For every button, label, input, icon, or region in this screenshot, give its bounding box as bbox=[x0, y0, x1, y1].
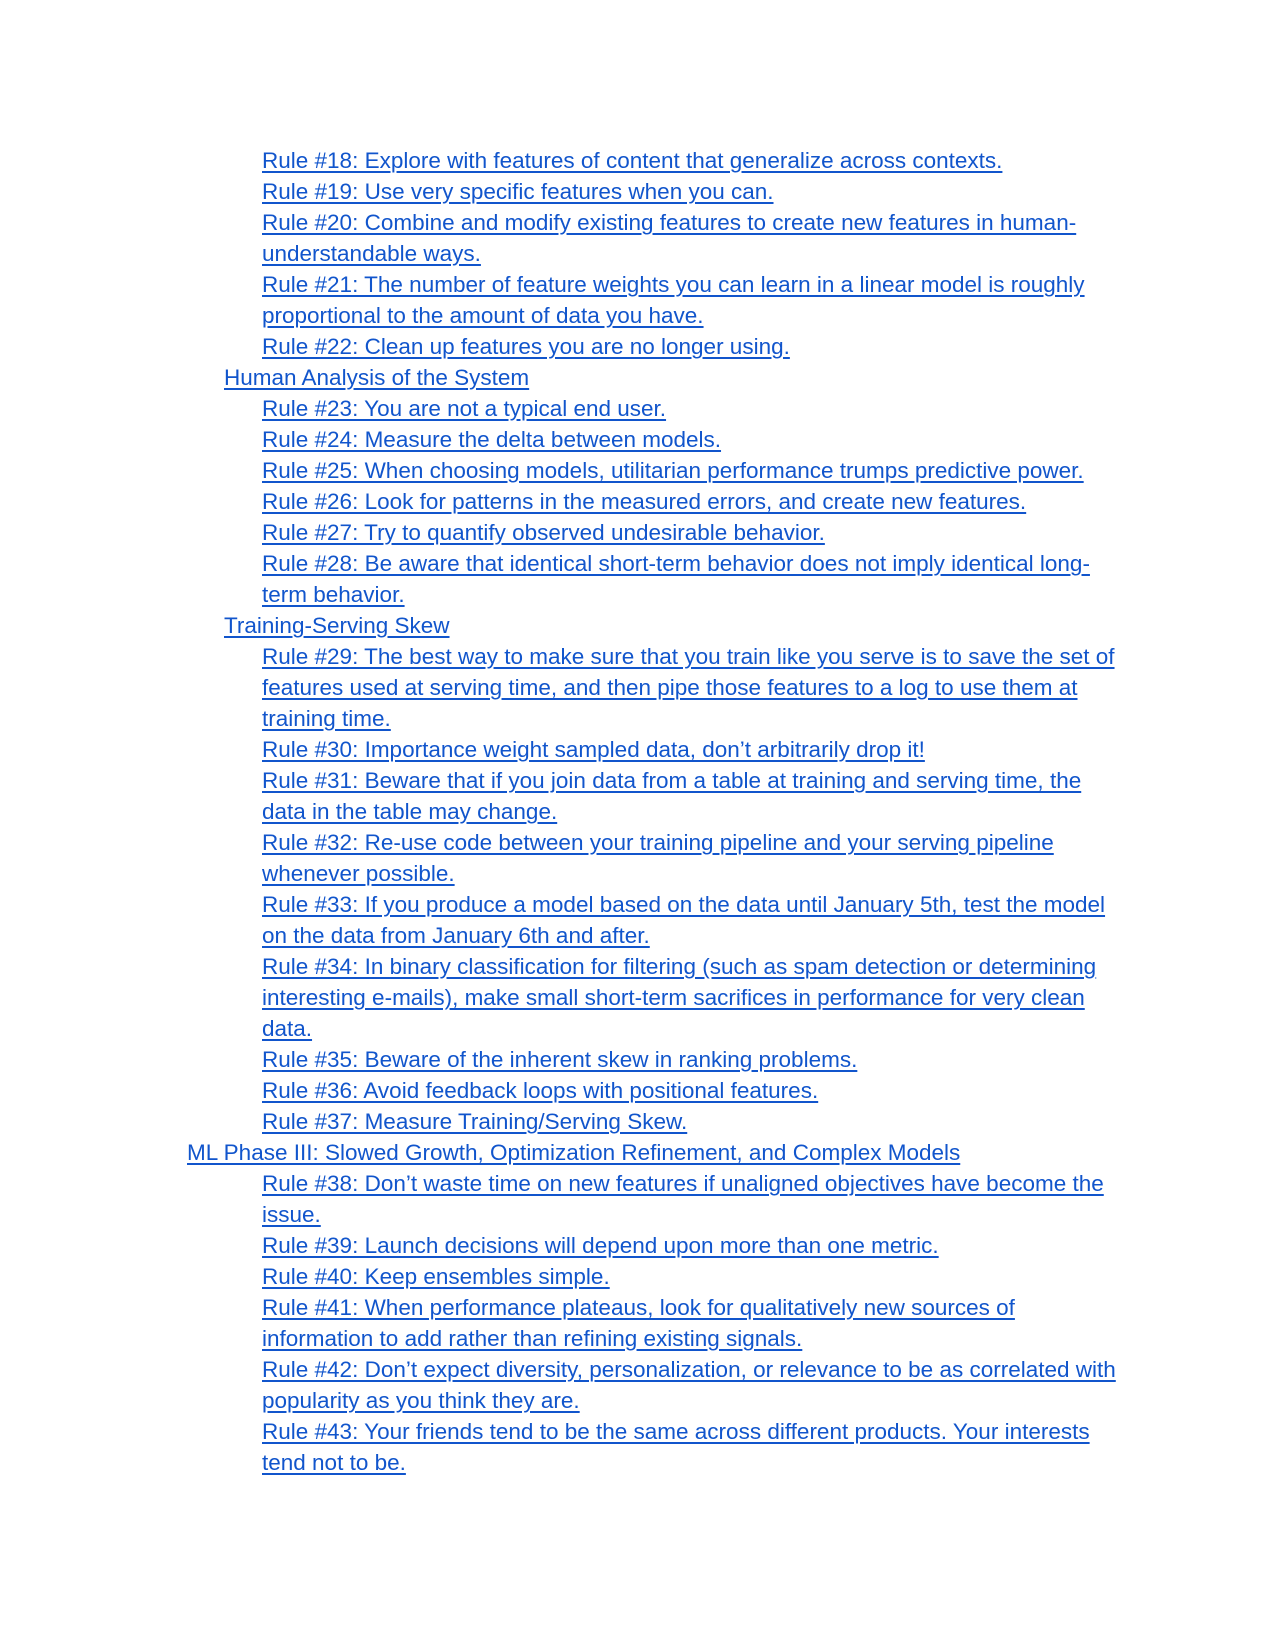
toc-link-rule-28[interactable]: Rule #28: Be aware that identical short-term behavior does not imply identical long-term behavior. bbox=[262, 551, 1090, 607]
toc-link-rule-38[interactable]: Rule #38: Don’t waste time on new features if unaligned objectives have become the issue. bbox=[262, 1171, 1104, 1227]
table-of-contents bbox=[0, 145, 1275, 1478]
toc-link-rule-21[interactable]: Rule #21: The number of feature weights you can learn in a linear model is roughly proportional to the amount of data you have. bbox=[262, 272, 1085, 328]
toc-link-rule-30[interactable]: Rule #30: Importance weight sampled data, don’t arbitrarily drop it! bbox=[262, 737, 925, 762]
toc-link-rule-39[interactable]: Rule #39: Launch decisions will depend upon more than one metric. bbox=[262, 1233, 939, 1258]
toc-link-rule-36[interactable]: Rule #36: Avoid feedback loops with positional features. bbox=[262, 1078, 819, 1103]
toc-link-rule-23[interactable]: Rule #23: You are not a typical end user. bbox=[262, 396, 667, 421]
toc-link-rule-43[interactable]: Rule #43: Your friends tend to be the same across different products. Your interests tend not to be. bbox=[262, 1419, 1090, 1475]
toc-link-rule-42[interactable]: Rule #42: Don’t expect diversity, personalization, or relevance to be as correlated with popularity as you think they are. bbox=[262, 1357, 1116, 1413]
toc-link-rule-22[interactable]: Rule #22: Clean up features you are no longer using. bbox=[262, 334, 790, 359]
toc-link-rule-20[interactable]: Rule #20: Combine and modify existing features to create new features in human-understandable ways. bbox=[262, 210, 1077, 266]
toc-link-rule-34[interactable]: Rule #34: In binary classification for filtering (such as spam detection or determining interesting e-mails), make small short-term sacrifices in performance for very clean data. bbox=[262, 954, 1097, 1041]
toc-link-human-analysis-section[interactable]: Human Analysis of the System bbox=[224, 365, 530, 390]
toc-link-rule-32[interactable]: Rule #32: Re-use code between your training pipeline and your serving pipeline whenever possible. bbox=[262, 830, 1054, 886]
toc-link-rule-19[interactable]: Rule #19: Use very specific features when you can. bbox=[262, 179, 774, 204]
toc-link-rule-35[interactable]: Rule #35: Beware of the inherent skew in ranking problems. bbox=[262, 1047, 858, 1072]
toc-link-rule-18[interactable]: Rule #18: Explore with features of content that generalize across contexts. bbox=[262, 148, 1003, 173]
toc-link-rule-33[interactable]: Rule #33: If you produce a model based on the data until January 5th, test the model on the data from January 6th and after. bbox=[262, 892, 1106, 948]
toc-link-rule-31[interactable]: Rule #31: Beware that if you join data from a table at training and serving time, the data in the table may change. bbox=[262, 768, 1082, 824]
toc-link-rule-41[interactable]: Rule #41: When performance plateaus, look for qualitatively new sources of information to add rather than refining existing signals. bbox=[262, 1295, 1015, 1351]
toc-link-rule-25[interactable]: Rule #25: When choosing models, utilitarian performance trumps predictive power. bbox=[262, 458, 1084, 483]
toc-link-training-serving-skew-section[interactable]: Training-Serving Skew bbox=[224, 613, 450, 638]
toc-link-ml-phase-iii-section[interactable]: ML Phase III: Slowed Growth, Optimization Refinement, and Complex Models bbox=[187, 1140, 961, 1165]
toc-link-rule-27[interactable]: Rule #27: Try to quantify observed undesirable behavior. bbox=[262, 520, 825, 545]
toc-link-rule-37[interactable]: Rule #37: Measure Training/Serving Skew. bbox=[262, 1109, 688, 1134]
toc-link-rule-24[interactable]: Rule #24: Measure the delta between models. bbox=[262, 427, 722, 452]
toc-link-rule-40[interactable]: Rule #40: Keep ensembles simple. bbox=[262, 1264, 610, 1289]
toc-link-rule-29[interactable]: Rule #29: The best way to make sure that you train like you serve is to save the set of features used at serving time, and then pipe those features to a log to use them at training time. bbox=[262, 644, 1115, 731]
toc-link-rule-26[interactable]: Rule #26: Look for patterns in the measured errors, and create new features. bbox=[262, 489, 1027, 514]
